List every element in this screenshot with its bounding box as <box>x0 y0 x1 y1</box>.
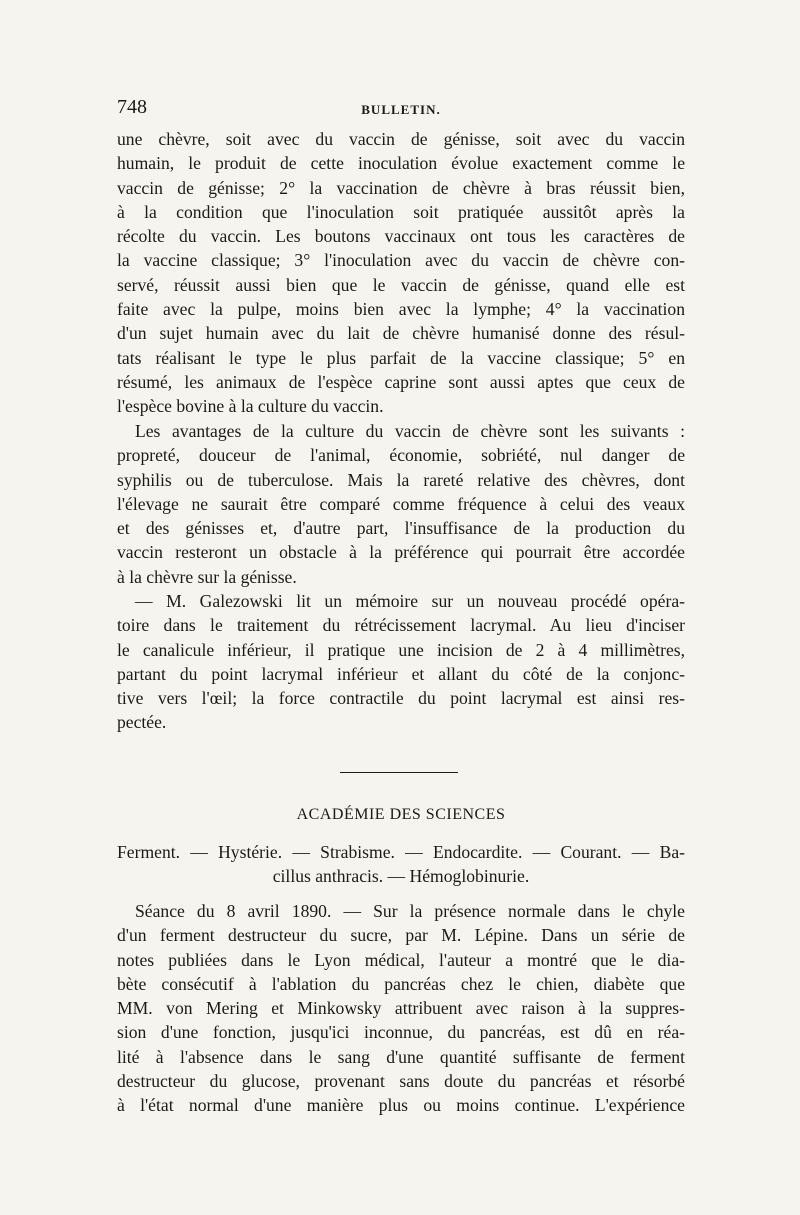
page-number: 748 <box>117 96 147 118</box>
section-title: ACADÉMIE DES SCIENCES <box>296 806 506 823</box>
paragraph-goat-vaccine-advantages <box>117 419 685 589</box>
text-line: syphilis ou de tuberculose. Mais la rareté relative des chèvres, dont <box>117 469 685 490</box>
text-line: partant du point lacrymal inférieur et allant du côté de la conjonc- <box>117 663 685 684</box>
text-line: d'un ferment destructeur du sucre, par M. Lépine. Dans un série de <box>117 925 685 946</box>
text-line: propreté, douceur de l'animal, économie, sobriété, nul danger de <box>117 445 685 466</box>
text-line: sion d'une fonction, jusqu'ici inconnue, du pancréas, est dû en réa- <box>117 1022 685 1043</box>
text-line: d'un sujet humain avec du lait de chèvre humanisé donne des résul- <box>117 323 685 344</box>
text-line: — M. Galezowski lit un mémoire sur un nouveau procédé opéra- <box>135 591 685 611</box>
section-divider <box>340 772 458 773</box>
text-line: vaccin de génisse; 2° la vaccination de chèvre à bras réussit bien, <box>117 177 685 198</box>
keywords-summary <box>117 840 685 889</box>
text-line: vaccin resteront un obstacle à la préférence qui pourrait être accordée <box>117 542 685 563</box>
paragraph-galezowski <box>117 589 685 735</box>
text-line: pectée. <box>117 712 167 733</box>
keywords-line: cillus anthracis. — Hémoglobinurie. <box>272 866 530 887</box>
text-line: lité à l'absence dans le sang d'une quantité suffisante de ferment <box>117 1046 685 1067</box>
text-line: toire dans le traitement du rétrécissement lacrymal. Au lieu d'inciser <box>117 615 685 636</box>
text-line: Séance du 8 avril 1890. — Sur la présence normale dans le chyle <box>135 901 685 921</box>
text-line: récolte du vaccin. Les boutons vaccinaux ont tous les caractères de <box>117 226 685 247</box>
text-line: résumé, les animaux de l'espèce caprine sont aussi aptes que ceux de <box>117 371 685 392</box>
text-line: le canalicule inférieur, il pratique une incision de 2 à 4 millimètres, <box>117 639 685 660</box>
text-line: tive vers l'œil; la force contractile du point lacrymal est ainsi res- <box>117 688 685 709</box>
text-line: à la condition que l'inoculation soit pratiquée aussitôt après la <box>117 201 685 222</box>
text-line: Les avantages de la culture du vaccin de chèvre sont les suivants : <box>135 421 685 441</box>
text-line: MM. von Mering et Minkowsky attribuent avec raison à la suppres- <box>117 998 685 1019</box>
text-line: faite avec la pulpe, moins bien avec la lymphe; 4° la vaccination <box>117 299 685 320</box>
keywords-line: Ferment. — Hystérie. — Strabisme. — Endocardite. — Courant. — Ba- <box>117 842 685 862</box>
text-line: tats réalisant le type le plus parfait de la vaccine classique; 5° en <box>117 347 685 368</box>
text-line: destructeur du glucose, provenant sans doute du pancréas et résorbé <box>117 1071 685 1092</box>
text-line: à la chèvre sur la génisse. <box>117 566 297 587</box>
text-line: l'élevage ne saurait être comparé comme fréquence à celui des veaux <box>117 493 685 514</box>
text-line: notes publiées dans le Lyon médical, l'auteur a montré que le dia- <box>117 949 685 970</box>
paragraph-lepine-ferment <box>117 899 685 1118</box>
text-line: une chèvre, soit avec du vaccin de génisse, soit avec du vaccin <box>117 129 685 149</box>
text-line: et des génisses et, d'autre part, l'insuffisance de la production du <box>117 518 685 539</box>
text-line: humain, le produit de cette inoculation évolue exactement comme le <box>117 153 685 174</box>
text-line: bète consécutif à l'ablation du pancréas chez le chien, diabète que <box>117 973 685 994</box>
paragraph-vaccination-results <box>117 127 685 419</box>
text-line: la vaccine classique; 3° l'inoculation avec du vaccin de chèvre con- <box>117 250 685 271</box>
page-header <box>117 96 685 122</box>
text-line: à l'état normal d'une manière plus ou moins continue. L'expérience <box>117 1095 685 1116</box>
text-line: l'espèce bovine à la culture du vaccin. <box>117 396 384 417</box>
running-head: BULLETIN. <box>361 102 441 117</box>
text-line: servé, réussit aussi bien que le vaccin de génisse, quand elle est <box>117 274 685 295</box>
